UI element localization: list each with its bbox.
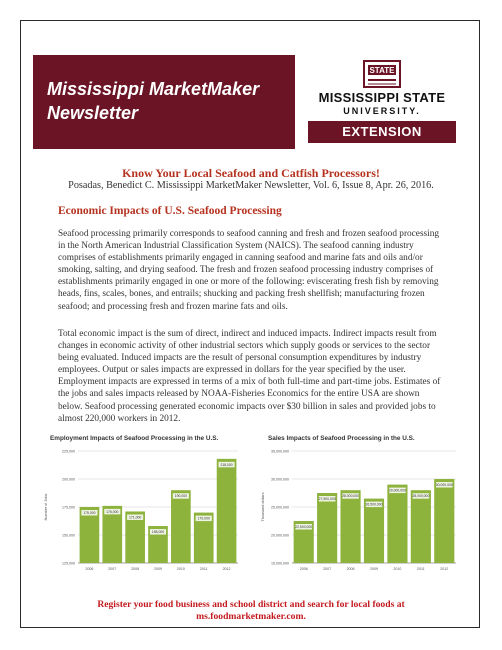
sales-data-label: 29,000,000	[388, 488, 406, 493]
section-title: Economic Impacts of U.S. Seafood Processing	[58, 205, 282, 217]
newsletter-banner	[33, 55, 295, 149]
footer-link[interactable]: ms.foodmarketmaker.com.	[196, 611, 306, 622]
article-citation: Posadas, Benedict C. Mississippi MarketMaker Newsletter, Vol. 6, Issue 8, Apr. 26, 2016.	[68, 180, 434, 191]
logo-university: UNIVERSITY.	[343, 106, 421, 116]
article-headline: Know Your Local Seafood and Catfish Processors!	[122, 166, 380, 180]
employment-ytick-label: 125,000	[62, 561, 75, 566]
sales-bar	[411, 490, 431, 563]
msu-extension-logo	[296, 55, 468, 149]
sales-bar	[317, 493, 337, 563]
employment-bar	[171, 490, 191, 563]
employment-xtick-label: 2009	[154, 567, 162, 571]
sales-ytick-label: 35,000,000	[271, 449, 289, 454]
sales-chart-svg	[258, 445, 463, 581]
footer-callout	[40, 599, 462, 623]
sales-xtick-label: 2007	[323, 567, 332, 571]
sales-data-label: 26,500,000	[365, 502, 383, 507]
sales-bar	[387, 485, 407, 563]
employment-ytick-label: 175,000	[62, 505, 75, 510]
employment-ytick-label: 150,000	[62, 533, 75, 538]
paragraph-2: Total economic impact is the sum of direct, indirect and induced impacts. Indirect impacts result from changes in economic activity of other industrial sectors which supply goods or services to the sector being evaluated. Induced impacts are the result of personal consumption expenditures by industry employees. Output or sales impacts are expressed in dollars for the year specified by the user. Employment impacts are expressed in terms of a mix of both full-time and part-time jobs. Estimates of the jobs and sales impacts released by NOAA-Fisheries Economics for the entire USA are shown below. Seafood processing generated economic impacts over $30 billion in sales and provided jobs to almost 220,000 workers in 2012.	[58, 329, 441, 424]
employment-ytick-label: 200,000	[62, 477, 75, 482]
sales-data-label: 28,000,000	[412, 494, 430, 499]
employment-data-label: 218,000	[220, 462, 233, 467]
employment-xtick-label: 2006	[85, 567, 94, 571]
paragraph-1: Seafood processing primarily corresponds to seafood canning and fresh and frozen seafood processing in the North American Industrial Classification System (NAICS). The seafood canning industry comprises of establishments primarily engaged in canning seafood and marine fats and oils and/or smoking, salting, and drying seafood. The fresh and frozen seafood processing industry comprises of establishments primarily engaged in one or more of the following: eviscerating fresh fish by removing heads, fins, scales, bones, and entrails; shucking and packing fresh shellfish; manufacturing frozen seafood; and processing fresh and frozen marine fats and oils.	[58, 229, 440, 312]
employment-data-label: 158,000	[151, 530, 165, 535]
employment-data-label: 190,000	[174, 494, 187, 499]
employment-data-label: 171,000	[129, 515, 142, 520]
employment-chart-svg	[40, 445, 245, 581]
sales-xtick-label: 2011	[416, 567, 425, 571]
sales-xtick-label: 2008	[346, 567, 355, 571]
employment-xtick-label: 2008	[131, 567, 140, 571]
employment-chart	[40, 433, 245, 581]
sales-ytick-label: 25,000,000	[271, 505, 289, 510]
sales-ytick-label: 20,000,000	[271, 533, 289, 538]
sales-ytick-label: 15,000,000	[271, 561, 289, 566]
logo-state-text: STATE	[369, 66, 395, 75]
newsletter-title-line2: Newsletter	[47, 103, 139, 123]
sales-chart-title: Sales Impacts of Seafood Processing in the U.S.	[268, 435, 415, 442]
footer-line-1: Register your food business and school district and search for local foods at	[97, 599, 405, 610]
sales-xtick-label: 2006	[299, 567, 308, 571]
sales-bar	[364, 499, 384, 563]
sales-data-label: 27,500,000	[318, 497, 336, 501]
employment-data-label: 176,000	[106, 509, 119, 514]
employment-bar	[102, 506, 122, 563]
state-seal-icon	[362, 59, 402, 89]
logo-name: MISSISSIPPI STATE	[318, 90, 446, 105]
employment-chart-title: Employment Impacts of Seafood Processing in the U.S.	[50, 435, 219, 442]
sales-bar	[434, 479, 454, 563]
sales-xtick-label: 2009	[370, 567, 378, 571]
sales-ytick-label: 30,000,000	[271, 477, 289, 482]
sales-data-label: 28,000,000	[342, 494, 360, 499]
employment-data-label: 175,000	[83, 511, 96, 515]
employment-xtick-label: 2007	[108, 567, 117, 571]
employment-xtick-label: 2012	[222, 567, 231, 571]
employment-bar	[217, 459, 237, 563]
employment-data-label: 170,000	[197, 516, 210, 521]
sales-y-axis-label: Thousand dollars	[261, 492, 265, 522]
sales-data-label: 30,000,000	[435, 483, 453, 487]
employment-ytick-label: 225,000	[62, 449, 75, 454]
sales-data-label: 22,500,000	[295, 525, 313, 529]
sales-xtick-label: 2010	[393, 567, 402, 571]
logo-extension: EXTENSION	[308, 121, 456, 143]
employment-y-axis-label: Number of Jobs	[44, 493, 48, 521]
employment-xtick-label: 2010	[176, 567, 185, 571]
sales-bar	[340, 490, 360, 563]
sales-xtick-label: 2012	[440, 567, 449, 571]
newsletter-title	[47, 77, 259, 125]
employment-xtick-label: 2011	[199, 567, 208, 571]
newsletter-title-line1: Mississippi MarketMaker	[47, 79, 260, 99]
sales-chart	[258, 433, 463, 581]
